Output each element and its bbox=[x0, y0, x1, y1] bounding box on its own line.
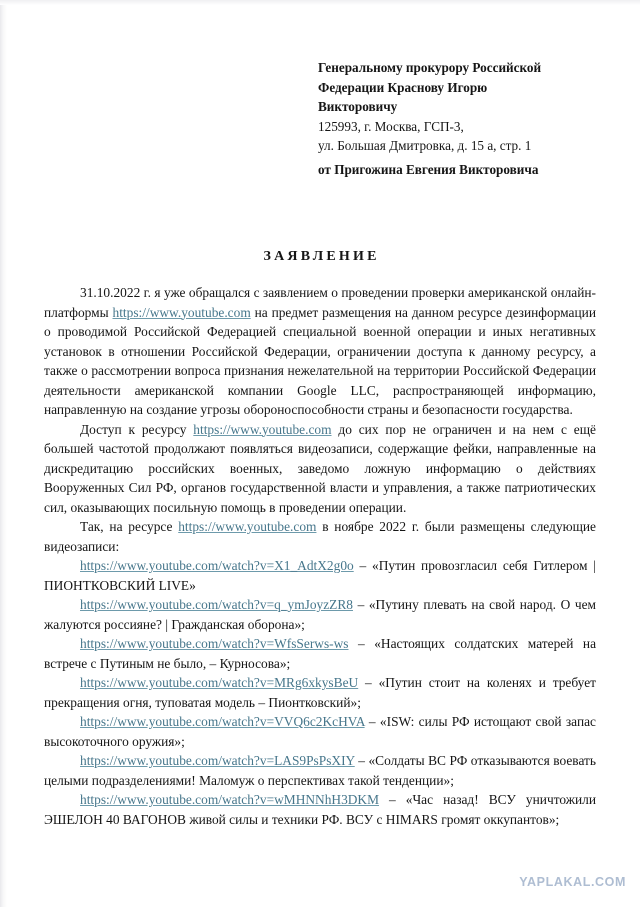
video-link[interactable]: https://www.youtube.com/watch?v=MRg6xkysBeU bbox=[80, 675, 359, 690]
youtube-link-inline-1[interactable]: https://www.youtube.com bbox=[112, 304, 251, 320]
video-link[interactable]: https://www.youtube.com/watch?v=WfsSerws-ws bbox=[80, 636, 349, 651]
paragraph-3 bbox=[44, 517, 596, 556]
addressee-line-3: Викторовичу bbox=[318, 99, 398, 114]
paragraph-1-text-after: на предмет размещения на данном ресурсе дезинформации о проводимой Российской Федерацией специальной военной операции и иных негативных установок в отношении Российской Федерации, ограничении доступа к данному ресурсу, а также о рассмотрении вопроса признания нежелательной на территории Российской Федерации деятельности американской компании Google LLC, распространяющей информацию, направленную на создание угрозы обороноспособности страны и безопасности государства. bbox=[44, 304, 596, 417]
addressee-line-2: Федерации Краснову Игорю bbox=[318, 79, 488, 95]
video-item-title: «ISW: силы РФ истощают свой запас высокоточного оружия»; bbox=[44, 714, 597, 749]
paragraph-2-text-after: до сих пор не ограничен и на нем с ещё большей частотой продолжают появляться видеозаписи, содержащие фейки, направленные на дискредитацию российских военных, заведомо ложную информацию о действиях Вооруженных Сил РФ, органов государственной власти и управления, а также патриотических сил, оказывающих посильную помощь в проведении операции. bbox=[44, 421, 596, 515]
video-item-dash: – bbox=[358, 675, 379, 690]
paragraph-2 bbox=[44, 420, 596, 518]
youtube-link-inline-2[interactable]: https://www.youtube.com bbox=[193, 421, 332, 437]
video-link[interactable]: https://www.youtube.com/watch?v=VVQ6c2KcHVA bbox=[80, 714, 365, 729]
addressee-postal-line: 125993, г. Москва, ГСП-3, bbox=[318, 118, 464, 134]
video-item-title: «Час назад! ВСУ уничтожили ЭШЕЛОН 40 ВАГОНОВ живой силы и техники РФ. ВСУ с HIMARS громят оккупантов»; bbox=[44, 792, 596, 827]
addressee-line-1: Генеральному прокурору Российской bbox=[318, 60, 542, 75]
addressee-block bbox=[318, 58, 590, 156]
document-title: ЗАЯВЛЕНИЕ bbox=[263, 249, 380, 264]
video-item-dash: – bbox=[353, 558, 373, 573]
video-list-item bbox=[44, 790, 596, 829]
paragraph-1-text-before: 31.10.2022 г. я уже обращался с заявлением о проведении проверки американской онлайн-платформы bbox=[44, 285, 596, 320]
youtube-link-inline-3[interactable]: https://www.youtube.com bbox=[178, 519, 317, 534]
sender-line: от Пригожина Евгения Викторовича bbox=[318, 162, 539, 177]
video-item-title: «Путин стоит на коленях и требует прекращения огня, туповатая модель – Пионтковский»; bbox=[44, 675, 596, 710]
video-list-item bbox=[44, 712, 596, 751]
video-item-title: «Путину плевать на свой народ. О чем жалуются россияне? | Гражданская оборона»; bbox=[44, 597, 596, 632]
video-link[interactable]: https://www.youtube.com/watch?v=X1_AdtX2g0o bbox=[80, 558, 354, 573]
site-watermark: YAPLAKAL.COM bbox=[519, 875, 626, 889]
video-item-dash: – bbox=[352, 597, 369, 612]
video-link[interactable]: https://www.youtube.com/watch?v=LAS9PsPsXIY bbox=[80, 753, 355, 768]
video-list-item bbox=[44, 556, 596, 595]
paragraph-3-text-after: в ноябре 2022 г. были размещены следующие видеозаписи: bbox=[44, 519, 596, 554]
video-list bbox=[44, 556, 596, 829]
document-body bbox=[44, 283, 596, 829]
paragraph-3-text-before: Так, на ресурсе bbox=[80, 519, 179, 534]
video-item-dash: – bbox=[348, 636, 375, 651]
video-item-title: «Путин провозгласил себя Гитлером | ПИОНТКОВСКИЙ LIVE» bbox=[44, 558, 596, 593]
video-item-title: «Солдаты ВС РФ отказываются воевать целыми подразделениями! Маломуж о перспективах такой тенденции»; bbox=[44, 753, 597, 788]
video-link[interactable]: https://www.youtube.com/watch?v=wMHNNhH3DKM bbox=[80, 792, 380, 807]
video-item-title: «Настоящих солдатских матерей на встрече с Путиным не было, – Курносова»; bbox=[44, 636, 597, 671]
video-link[interactable]: https://www.youtube.com/watch?v=q_ymJoyzZR8 bbox=[80, 597, 353, 612]
video-list-item bbox=[44, 673, 596, 712]
video-item-dash: – bbox=[354, 753, 369, 768]
video-item-dash: – bbox=[379, 792, 406, 807]
addressee-street-line: ул. Большая Дмитровка, д. 15 а, стр. 1 bbox=[318, 138, 532, 153]
video-list-item bbox=[44, 595, 596, 634]
paragraph-2-text-before: Доступ к ресурсу bbox=[80, 421, 194, 437]
video-item-dash: – bbox=[364, 714, 380, 729]
paragraph-1 bbox=[44, 283, 596, 420]
video-list-item bbox=[44, 751, 596, 790]
video-list-item bbox=[44, 634, 596, 673]
